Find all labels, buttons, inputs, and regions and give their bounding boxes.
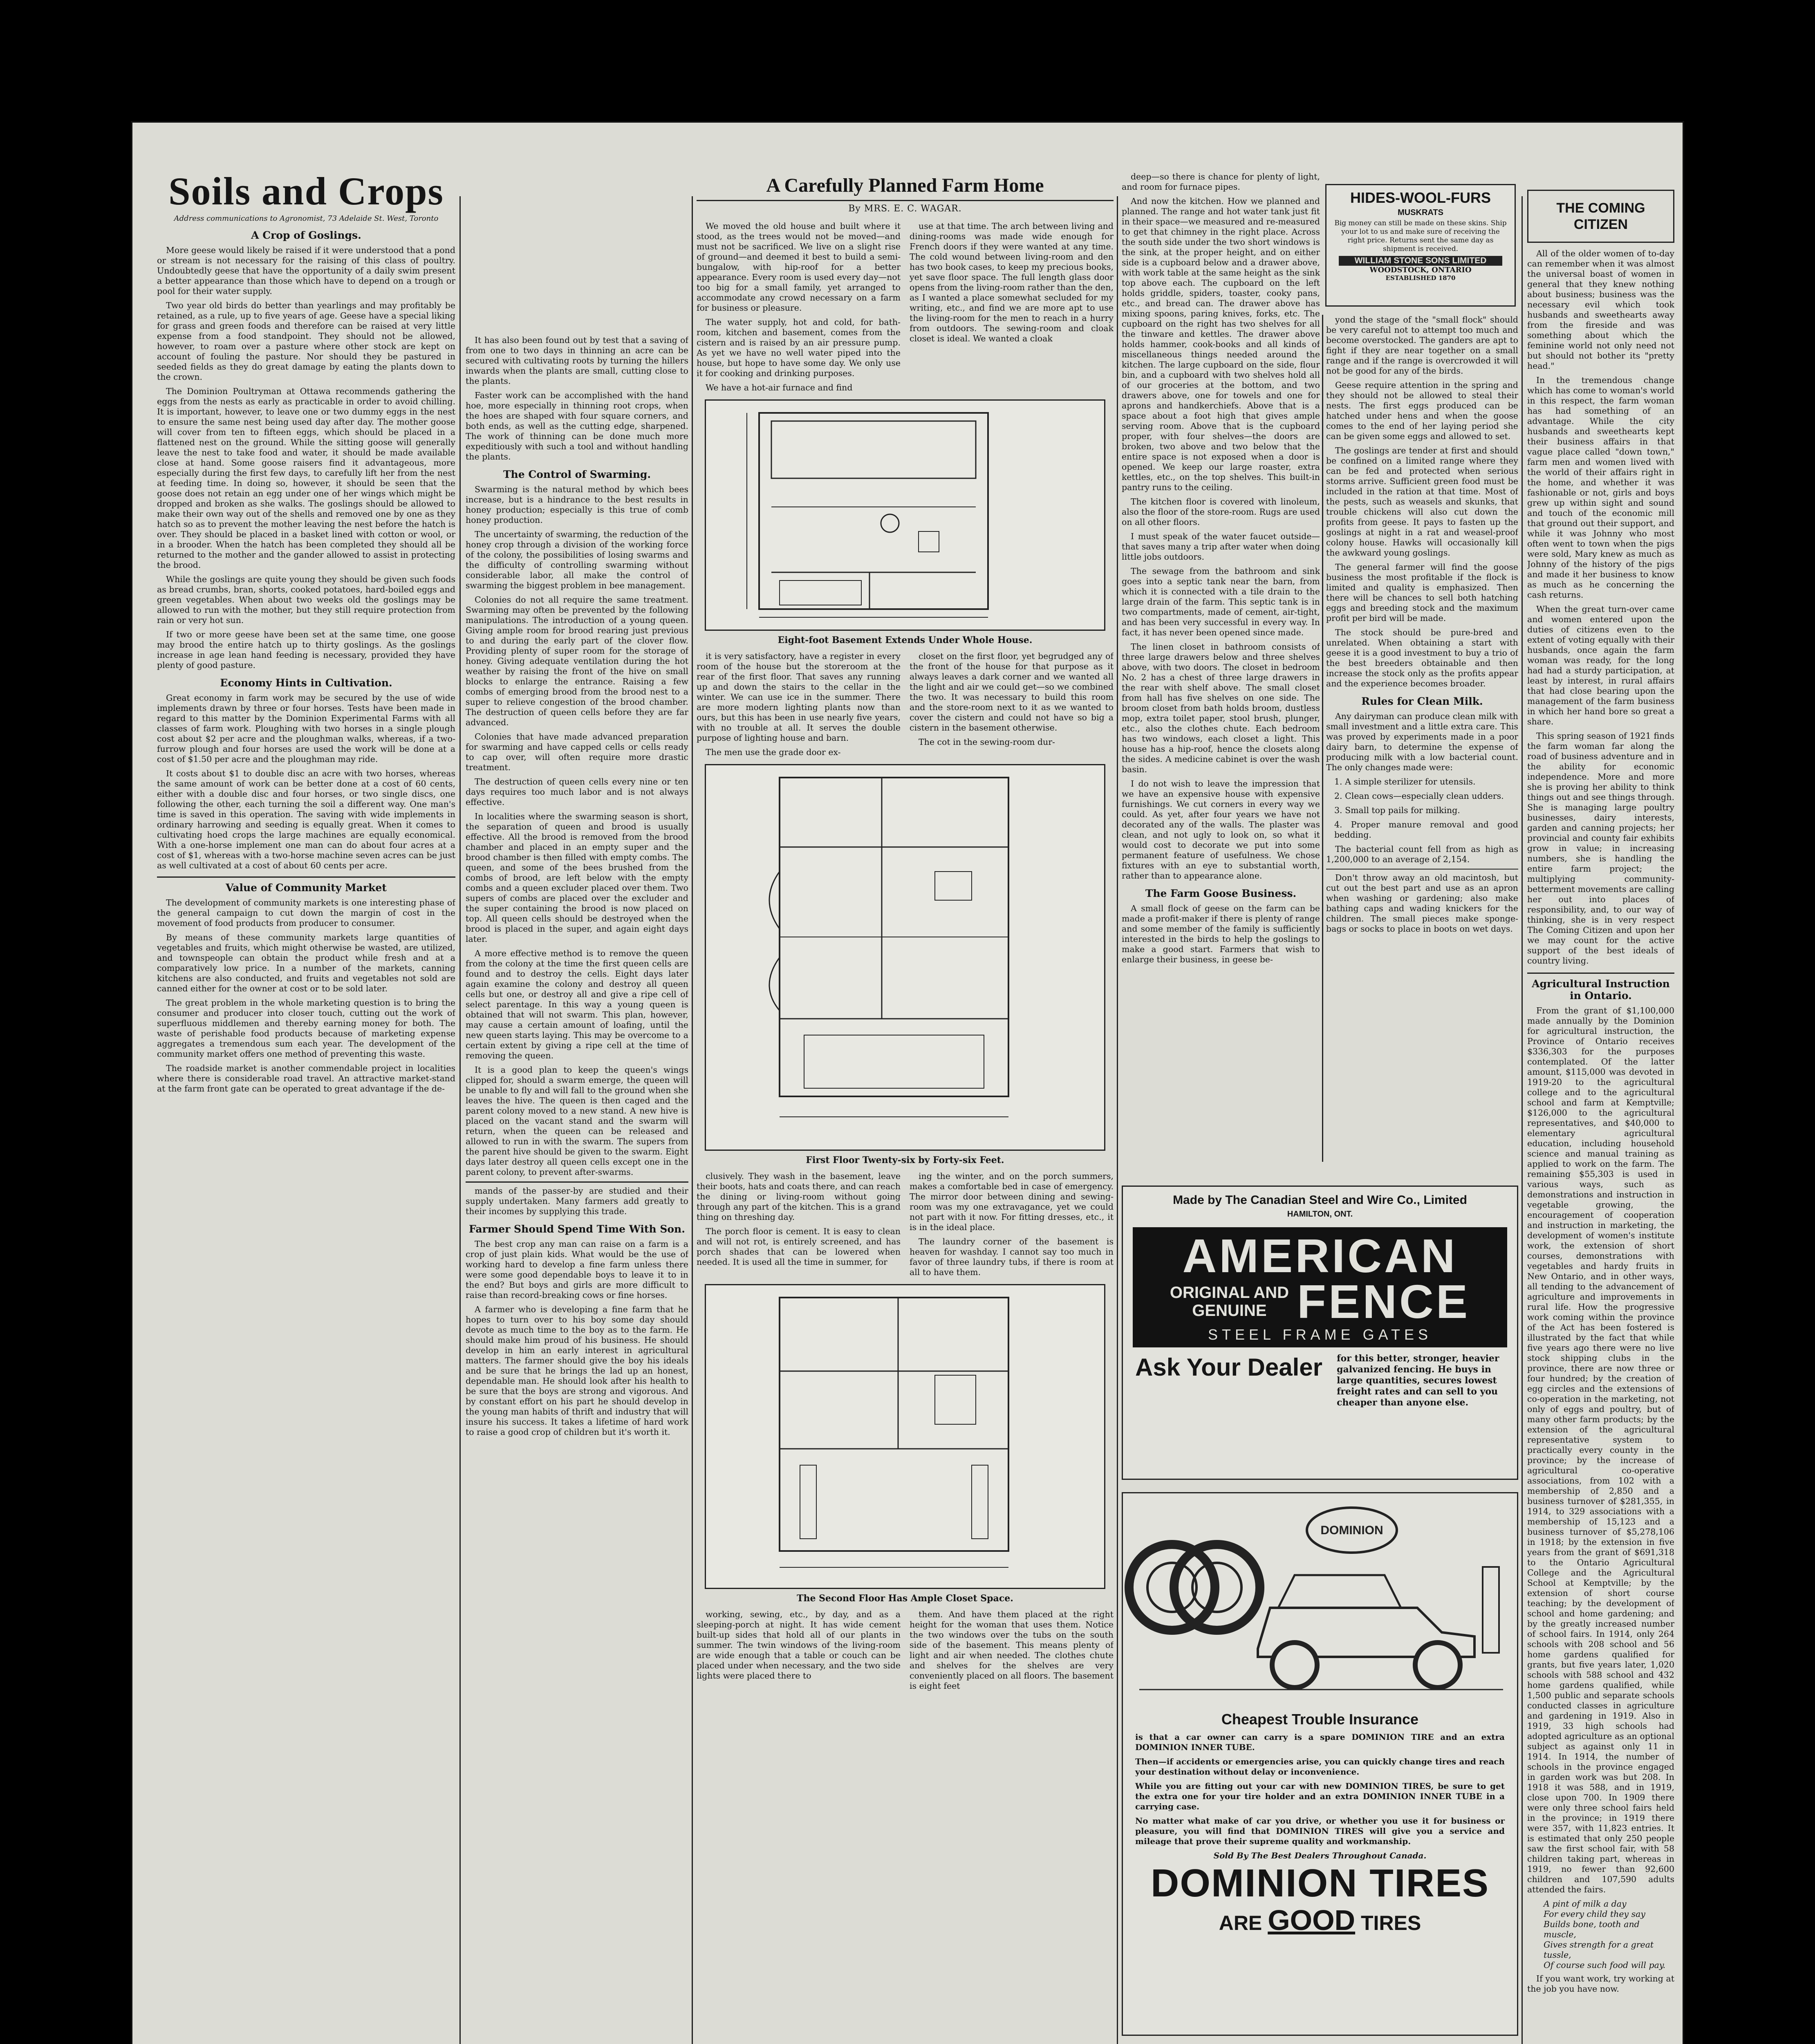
- economy-heading: Economy Hints in Cultivation.: [220, 677, 392, 689]
- coming-citizen-title: THE COMING CITIZEN: [1527, 190, 1674, 243]
- paragraph: We have a hot-air furnace and find: [706, 383, 853, 392]
- paragraph: And now the kitchen. How we planned and planned. The range and hot water tank just fit in their space—we measured and re-measured to get that chimney in the right place. Across the south side under the two short windows is the sink, at the proper height, and on either side is a cupboard below and a drawer above, with work table at the same height as the sink top above each. The cupboard on the left holds griddle, spiders, toaster, cooky pans, etc., and bread can. The drawer above has mixing spoons, paring knives, forks, etc. The cupboard on the right has two shelves for all the tinware and kettles. The drawer above holds hammer, cook-books and all kinds of miscellaneous things needed around the kitchen. The large cupboard on the side, flour bin, and a cupboard with two shelves hold all of our groceries at the bottom, and two drawers above, one for towels and one for aprons and handkerchiefs. Above that is a space about a foot high that gives ample serving room. Above that is the cupboard proper, with four shelves—the doors are broken, two above and two below that the entire space is not exposed when a door is opened. We keep our large roaster, extra kettles, etc., on the top shelves. This built-in pantry runs to the ceiling.: [1122, 196, 1320, 492]
- paragraph: I must speak of the water faucet outside—that saves many a trip after water when doing little jobs outdoors.: [1122, 531, 1320, 562]
- list-item: 3. Small top pails for milking.: [1334, 805, 1460, 815]
- fence-banner: [1133, 1227, 1507, 1347]
- second-floor-plan-drawing: [706, 1285, 1105, 1585]
- paragraph: Great economy in farm work may be secured by the use of wide implements drawn by three or four horses. Tests have been made in regard to this matter by the Dominion Experimental Farms with all classes of farm work. Ploughing with two horses in a single plough cost about $2 per acre and the ploughman walks, whereas, if a two-furrow plough and four horses are used the work will be done at a cost of $1.50 per acre and the ploughman may ride.: [157, 693, 455, 764]
- column-kitchen: [1122, 172, 1320, 1162]
- paragraph: The best crop any man can raise on a farm is a crop of just plain kids. What would be the use of working hard to develop a fine farm unless there were some good dependable boys to leave it to in the end? But boys and girls are more difficult to raise than record-breaking cows or fine horses.: [466, 1239, 688, 1300]
- column-geese-milk: [1326, 315, 1518, 1162]
- paragraph: The destruction of queen cells every nine or ten days requires too much labor and is not always effective.: [466, 777, 688, 807]
- list-item: 4. Proper manure removal and good bedding.: [1334, 820, 1518, 840]
- milk-poem: [1544, 1899, 1674, 1970]
- paragraph: All of the older women of to-day can remember when it was almost the universal boast of women in general that they knew nothing about business; business was the necessary evil which took husbands and sweethearts away from the fireside and was something about which the feminine world not only need not but should not bother its "pretty head.": [1527, 249, 1674, 371]
- paragraph: Colonies that have made advanced preparation for swarming and have capped cells or cells ready to cap over, will often require more drastic treatment.: [466, 732, 688, 772]
- tires-are: ARE: [1219, 1912, 1262, 1934]
- tires-text: is that a car owner can carry is a spare DOMINION TIRE and an extra DOMINION INNER TUBE.: [1135, 1732, 1505, 1752]
- paragraph: Don't throw away an old macintosh, but cut out the best part and use as an apron when washing or gardening; also make bathing caps and wading knickers for the children. The small pieces make sponge-bags or socks to place in boots on wet days.: [1326, 869, 1518, 934]
- goslings-heading: A Crop of Goslings.: [251, 229, 361, 241]
- tires-text: Then—if accidents or emergencies arise, you can quickly change tires and reach your destination without delay or inconvenience.: [1135, 1757, 1505, 1777]
- basement-plan: [705, 399, 1105, 631]
- masthead-title: Soils and Crops: [168, 172, 444, 213]
- paragraph: It is a good plan to keep the queen's wings clipped for, should a swarm emerge, the queen will be unable to fly and will fall to the ground when she leaves the hive. The queen is then caged and the parent colony moved to a new stand. A new hive is placed on the vacant stand and the swarm will return, when the queen can be released and allowed to run in with the swarm. The supers from the parent hive should be given to the swarm. Eight days later destroy all queen cells except one in the parent colony, to prevent after-swarms.: [466, 1065, 688, 1177]
- paragraph: them. And have them placed at the right height for the woman that uses them. Notice the two windows over the tubs on the south side of the basement. This means plenty of light and air when needed. The clothes chute and shelves for the shelves are very conveniently placed on all floors. The basement is eight feet: [910, 1609, 1114, 1691]
- tires-good: GOOD: [1268, 1904, 1356, 1936]
- community-market-section: [157, 876, 455, 1094]
- article-title: A Carefully Planned Farm Home: [697, 174, 1114, 201]
- paragraph: mands of the passer-by are studied and their supply undertaken. Many farmers add greatly to their incomes by supplying this trade.: [466, 1186, 688, 1216]
- paragraph: The kitchen floor is covered with linoleum, also the floor of the store-room. Rugs are used on all other floors.: [1122, 497, 1320, 527]
- second-floor-plan: [705, 1284, 1105, 1589]
- fence-maker: Made by The Canadian Steel and Wire Co., Limited: [1173, 1193, 1467, 1207]
- basement-plan-drawing: [706, 401, 1105, 627]
- tires-text: No matter what make of car you drive, or whether you use it for business or pleasure, you will find that DOMINION TIRES will give you a service and mileage that prove their supreme quality and workmanship.: [1135, 1816, 1505, 1846]
- byline: By MRS. E. C. WAGAR.: [848, 204, 962, 214]
- dominion-badge: DOMINION: [1320, 1524, 1383, 1537]
- soils-and-crops-masthead: [157, 172, 455, 223]
- ad-established: ESTABLISHED 1870: [1385, 274, 1456, 282]
- fence-american: AMERICAN: [1182, 1229, 1458, 1282]
- intro-text: [697, 221, 1114, 397]
- fence-gates: STEEL FRAME GATES: [1208, 1326, 1432, 1343]
- column-rule: [1117, 196, 1118, 2044]
- paragraph: Faster work can be accomplished with the hand hoe, more especially in thinning root crops, when the hoes are shaped with four square corners, and both ends, as well as the cutting edge, sharpened. The work of thinning can be done much more expeditiously with such a tool and without handling the plants.: [466, 390, 688, 462]
- fence-city: HAMILTON, ONT.: [1287, 1210, 1353, 1219]
- list-item: 2. Clean cows—especially clean udders.: [1334, 791, 1504, 801]
- first-floor-plan: [705, 764, 1105, 1151]
- paragraph: Two year old birds do better than yearlings and may profitably be retained, as a rule, up to five years of age. Geese have a special liking for grass and green foods and therefore can be raised at very little expense from a food standpoint. They should not be allowed, however, to roam over a pasture where other stock are kept on account of fouling the pasture. Nor should they be pastured in seeded fields as they do great damage by eating the plants down to the crown.: [157, 300, 455, 382]
- paragraph: The men use the grade door ex-: [706, 747, 841, 757]
- basement-caption: Eight-foot Basement Extends Under Whole House.: [778, 635, 1033, 645]
- first-floor-caption: First Floor Twenty-six by Forty-six Feet.: [806, 1155, 1004, 1165]
- poem-line: Builds bone, tooth and muscle,: [1544, 1919, 1640, 1939]
- son-section: [466, 1181, 688, 1437]
- column-rule: [692, 196, 693, 2044]
- paragraph: The goslings are tender at first and should be confined on a limited range where they can be fed and protected when serious storms arrive. Sufficient green food must be included in the ration at that time. Most of the pests, such as weasels and skunks, that trouble chickens will also cut down the profits from geese. It pays to fasten up the goslings at night in a rat and weasel-proof colony house. Hawks will occasionally kill the awkward young goslings.: [1326, 446, 1518, 558]
- basement-text: [697, 651, 1114, 762]
- paragraph: When the great turn-over came and women entered upon the duties of citizens even to the extent of voting equally with their husbands, once again the farm woman was ready, for the long had had a sturdy participation, at least by interest, in rural affairs that had close bearing upon the management of the farm business in which her hand bore so great a share.: [1527, 604, 1674, 726]
- tires-tires: TIRES: [1361, 1912, 1421, 1934]
- paragraph: If you want work, try working at the job you have now.: [1527, 1974, 1674, 1994]
- paragraph: From the grant of $1,100,000 made annually by the Dominion for agricultural instruction, the Province of Ontario receives $336,303 for the purposes contemplated. Of the latter amount, $115,000 was devoted in 1919-20 to the agricultural college and to the agricultural school and farm at Kemptville; $126,000 to the agricultural representatives, and $40,000 to elementary agricultural education, including household science and manual training as applied to work on the farm. The remaining $55,303 is used in various ways, such as demonstrations and instruction in vegetable growing, the encouragement of cooperation and instruction in marketing, the development of women's institute work, the extension of short courses, demonstrations with vegetables and hardy fruits in New Ontario, and in other ways, all tending to the advancement of agriculture and improvements in rural life. How the progressive work coming within the province of the Act has been fostered is illustrated by the fact that while five years ago there were no live stock shipping clubs in the province, there are now three or four hundred; by the creation of egg circles and the extensions of co-operation in the marketing, not only of eggs and poultry, but of many other farm products; by the extension of the agricultural representative system to practically every county in the province; by the increase of agricultural co-operative associations, from 102 with a membership of 2,850 and a business turnover of $281,355, in 1914, to 329 associations with a membership of 15,123 and a business turnover of $5,278,106 in 1918; by the extension in five years from the grant of $691,318 to the Ontario Agricultural College and the Agricultural School at Kemptville; by the extension of short course teaching; by the development of school and home gardening; and by the greatly increased number of school fairs. In 1914, only 264 schools with 208 school and 56 home gardens qualified for grants, but five years later, 1,020 schools with 588 school and 432 home gardens qualified, while 1,500 public and separate schools conducted classes in agriculture and gardening in 1919. Also in 1919, 33 high schools had adopted agriculture as an optional subject as against only 11 in 1914. In 1914, the number of schools in the province engaged in garden work was but 208. In 1918 it was 588, and in 1919, close upon 700. In 1909 there were only three school fairs held in the province; in 1919 there were 357, with 11,823 entries. It is estimated that only 250 people saw the first school fair, with 58 children taking part, whereas in 1919, no fewer than 92,600 children and 107,590 adults attended the fairs.: [1527, 1006, 1674, 1894]
- fence-fence: FENCE: [1297, 1275, 1470, 1328]
- second-floor-caption: The Second Floor Has Ample Closet Space.: [797, 1593, 1013, 1604]
- paragraph: The linen closet in bathroom consists of three large drawers below and three shelves above, with two doors. The closet in bedroom No. 2 has a chest of three large drawers in the rear with shelf above. The small closet from hall has five shelves on one side. The broom closet from bath holds broom, dustless mop, extra toilet paper, stool brush, plunger, etc., also the clothes chute. Each bedroom has two windows, each closet a light. This house has a hip-roof, hence the closets along the sides. A medicine cabinet is over the wash basin.: [1122, 642, 1320, 774]
- paragraph: In localities where the swarming season is short, the separation of queen and brood is usually effective. All the brood is removed from the brood chamber and placed in an empty super and the brood chamber is then filled with empty combs. The queen, and some of the bees brushed from the combs of brood, are left below with the empty combs and a queen excluder placed over them. Two supers of combs are placed over the excluder and the super containing the brood is now placed on top. All queen cells should be destroyed when the brood is placed in the super, and again eight days later.: [466, 811, 688, 944]
- ag-instruction-heading: Agricultural Instruction in Ontario.: [1527, 973, 1674, 1002]
- paragraph: I do not wish to leave the impression that we have an expensive house with expensive furnishings. We cut corners in every way we could. As yet, after four years we have not decorated any of the walls. The plaster was clean, and not ugly to look on, so what it would cost to decorate we put into some permanent feature of usefulness. We chose fixtures with an eye to substantial worth, rather than to appearance alone.: [1122, 779, 1320, 881]
- paragraph: closet on the first floor, yet begrudged any of the front of the house for that purpose as it always leaves a dark corner and we wanted all the light and air we could get—so we combined the two. It was necessary to build this room and the store-room next to it as we wanted to cover the cistern and could not have so big a cistern in the basement otherwise.: [910, 651, 1114, 733]
- paragraph: In the tremendous change which has come to woman's world in this respect, the farm woman has had something of an advantage. While the city husbands and sweethearts kept their business affairs in that vague place called "down town," farm men and women lived with the world of their affairs right in the home, and whether it was fashionable or not, girls and boys grew up within sight and sound and touch of the economic mill that ground out their support, and while it was Johnny who most often went to town when the pigs were sold, Mary knew as much as Johnny of the history of the pigs and made it her business to know as much as he concerning the cash returns.: [1527, 375, 1674, 600]
- ad-company: WILLIAM STONE SONS LIMITED: [1339, 256, 1502, 266]
- paragraph: yond the stage of the "small flock" should be very careful not to attempt too much and become overstocked. The ganders are apt to fight if they are near together on a small range and if the range is overcrowded it will not be good for any of the birds.: [1326, 315, 1518, 376]
- paragraph: It has also been found out by test that a saving of from one to two days in thinning an acre can be secured with cultivating roots by turning the hillers inwards when the plants are small, cutting close to the plants.: [466, 335, 688, 386]
- hides-wool-furs-ad: [1325, 184, 1516, 307]
- paragraph: The development of community markets is one interesting phase of the general campaign to cut down the margin of cost in the movement of food products from producer to consumer.: [157, 898, 455, 928]
- paragraph: The roadside market is another commendable project in localities where there is considerable road travel. An attractive market-stand at the farm front gate can be operated to great advantage if the de-: [157, 1063, 455, 1094]
- american-fence-ad: [1122, 1186, 1518, 1480]
- column-soils-and-crops: [157, 172, 455, 2044]
- column-bees-and-son: [466, 335, 688, 2044]
- poem-line: For every child they say: [1544, 1909, 1645, 1919]
- paragraph: The stock should be pure-bred and unrelated. When obtaining a start with geese it is a good investment to buy a trio of the best breeders obtainable and then increase the stock only as the profits appear and the experience becomes broader.: [1326, 628, 1518, 688]
- column-coming-citizen: [1527, 184, 1674, 2044]
- column-farm-home: [697, 172, 1114, 2044]
- paragraph: While the goslings are quite young they should be given such foods as bread crumbs, bran, shorts, cooked potatoes, hard-boiled eggs and green vegetables. When about two weeks old the goslings may be allowed to run with the mother, but they still require protection from rain or very hot sun.: [157, 574, 455, 625]
- ad-city: WOODSTOCK, ONTARIO: [1369, 266, 1472, 274]
- paragraph: The sewage from the bathroom and sink goes into a septic tank near the barn, from which it is connected with a tile drain to the large drain of the farm. This septic tank is in two compartments, made of cement, air-tight, and has been very successful in every way. In fact, it has never been opened since made.: [1122, 566, 1320, 637]
- paragraph: working, sewing, etc., by day, and as a sleeping-porch at night. It has wide cement built-up sides that hold all of our plants in summer. The twin windows of the living-room are wide enough that a table or couch can be placed under when necessary, and the two side lights were placed there to: [697, 1609, 901, 1681]
- column-rule: [1521, 196, 1523, 2044]
- paragraph: By means of these community markets large quantities of vegetables and fruits, which might otherwise be wasted, are utilized, and townspeople can obtain the product while fresh and at a comparatively low price. In a number of the markets, canning kitchens are also conducted, and fruits and vegetables not sold are canned either for the owner at cost or to be sold later.: [157, 932, 455, 993]
- second-floor-text: [697, 1609, 1114, 1695]
- car-illustration: [1123, 1493, 1517, 1706]
- paragraph: Swarming is the natural method by which bees increase, but is a hindrance to the best results in honey production; especially is this true of comb honey production.: [466, 484, 688, 525]
- poem-line: Of course such food will pay.: [1544, 1960, 1666, 1970]
- paragraph: The uncertainty of swarming, the reduction of the honey crop through a division of the working force of the colony, the possibilities of losing swarms and the difficulty of controlling swarming without considerable labor, all make the control of swarming the biggest problem in bee management.: [466, 529, 688, 590]
- paragraph: deep—so there is chance for plenty of light, and room for furnace pipes.: [1122, 172, 1320, 192]
- tires-are-good: [1123, 1904, 1517, 1936]
- paragraph: If two or more geese have been set at the same time, one goose may brood the entire hatch up to thirty goslings. As the goslings increase in age lean hand feeding is necessary, provided they have plenty of good pasture.: [157, 630, 455, 670]
- tires-text: While you are fitting out your car with new DOMINION TIRES, be sure to get the extra one for your tire holder and an extra DOMINION INNER TUBE in a carrying case.: [1135, 1781, 1505, 1811]
- paragraph: ing the winter, and on the porch summers, makes a comfortable bed in case of emergency. The mirror door between dining and sewing-room was my one extravagance, yet we could not part with it now. For fitting dresses, etc., it is in the ideal place.: [910, 1171, 1114, 1232]
- paragraph: Colonies do not all require the same treatment. Swarming may often be prevented by the following manipulations. The introduction of a young queen. Giving ample room for brood rearing just previous to and during the early part of the clover flow. Providing plenty of super room for the storage of honey. Giving adequate ventilation during the hot weather by raising the front of the hive on small blocks to enlarge the entrance. Raising a few combs of emerging brood from the brood nest to a super to relieve congestion of the brood chamber. The destruction of queen cells before they are far advanced.: [466, 595, 688, 727]
- paragraph: More geese would likely be raised if it were understood that a pond or stream is not necessary for the raising of this class of poultry. Undoubtedly geese that have the opportunity of a daily swim present a better appearance than those which have to depend on a trough or pool for their water supply.: [157, 245, 455, 296]
- paragraph: The cot in the sewing-room dur-: [919, 737, 1055, 747]
- column-rule: [1322, 315, 1323, 1162]
- paragraph: A farmer who is developing a fine farm that he hopes to turn over to his boy some day should devote as much time to the boy as to the farm. He should make him proud of his business. He should develop in him an early interest in agricultural matters. The farmer should give the boy his ideals and be sure that he brings the lad up an honest, dependable man. He should look after his health to be sure that the boys are strong and vigorous. And by constant effort on his part he should develop in the young man habits of thrift and industry that will insure his success. It takes a lifetime of hard work to raise a good crop of children but it's worth it.: [466, 1304, 688, 1437]
- paragraph: The bacterial count fell from as high as 1,200,000 to an average of 2,154.: [1326, 844, 1518, 864]
- poem-line: A pint of milk a day: [1544, 1899, 1627, 1909]
- paragraph: The great problem in the whole marketing question is to bring the consumer and producer into closer touch, cutting out the work of superfluous middlemen and thereby earning money for both. The waste of perishable food products because of marketing expense aggregates a tremendous sum each year. The development of the community market offers one method of preventing this waste.: [157, 998, 455, 1059]
- paragraph: The general farmer will find the goose business the most profitable if the flock is limited and quality is emphasized. Then there will be chances to sell both hatching eggs and breeding stock and the maximum profit per bird will be made.: [1326, 562, 1518, 623]
- paragraph: This spring season of 1921 finds the farm woman far along the road of business adventure and in the ability for economic independence. More and more she is proving her ability to think things out and see things through. She is managing large poultry businesses, dairy interests, garden and canning projects; her provincial and county fair exhibits grow in value; in increasing numbers, she is handling the entire farm project; the multiplying community-betterment movements are calling her out into places of responsibility, and, to our way of thinking, she is in very respect The Coming Citizen and upon her we may count for the active support of the best ideals of country living.: [1527, 731, 1674, 966]
- clean-milk-heading: Rules for Clean Milk.: [1361, 695, 1483, 707]
- paragraph: The porch floor is cement. It is easy to clean and will not rot, is entirely screened, and has porch shades that can be lowered when needed. It is used all the time in summer, for: [697, 1226, 901, 1267]
- fence-original: ORIGINAL AND: [1170, 1284, 1289, 1302]
- tires-headline: Cheapest Trouble Insurance: [1221, 1711, 1419, 1728]
- first-floor-plan-drawing: [706, 765, 1105, 1147]
- paragraph: Any dairyman can produce clean milk with small investment and a little extra care. This was proved by experiments made in a poor dairy barn, to determine the expense of producing milk with a low bacterial count. The only changes made were:: [1326, 711, 1518, 772]
- goose-business-heading: The Farm Goose Business.: [1145, 888, 1297, 899]
- paragraph: use at that time. The arch between living and dining-rooms was made wide enough for French doors if they were wanted at any time. The cold wound between living-room and den has two book cases, to keep my precious books, yet save floor space. The full length glass door opens from the living-room rather than the den, as I wanted a place somewhat secluded for my writing, etc., and find we are more apt to use the living-room for the men to reach in a hurry from outdoors. The sewing-room and cloak closet is ideal. We wanted a cloak: [910, 221, 1114, 343]
- masthead-address: Address communications to Agronomist, 73 Adelaide St. West, Toronto: [174, 214, 439, 223]
- newspaper-page: [131, 121, 1684, 2044]
- swarming-heading: The Control of Swarming.: [503, 468, 651, 480]
- paragraph: The Dominion Poultryman at Ottawa recommends gathering the eggs from the nests as early as practicable in order to avoid chilling. It is important, however, to leave one or two dummy eggs in the nest to ensure the same nest being used day after day. The mother goose will cover from ten to fifteen eggs, which should be placed in a flattened nest on the ground. While the sitting goose will generally leave the nest to take food and water, it should be made available close at hand. Some goose raisers find it advantageous, more especially during the first few days, to carefully lift her from the nest at feeding time. In doing so, however, it should be seen that the goose does not retain an egg under one of her wings which might be dropped and broken as she walks. The goslings should be allowed to make their own way out of the shells and removed one by one as they hatch so as to prevent the mother leaving the nest before the hatch is over. They should be placed in a basket lined with cotton or wool, or in a brooder. When the hatch has been completed they should all be returned to the mother and the gander allowed to assist in protecting the brood.: [157, 386, 455, 570]
- paragraph: The laundry corner of the basement is heaven for washday. I cannot say too much in favor of three laundry tubs, if there is room at all to have them.: [910, 1237, 1114, 1277]
- son-heading: Farmer Should Spend Time With Son.: [469, 1223, 685, 1235]
- paragraph: it is very satisfactory, have a register in every room of the house but the storeroom at the rear of the first floor. That saves any running up and down the stairs to the cellar in the winter. We can use ice in the summer. There are more modern lighting plants now than ours, but this has been in use nearly five years, with no trouble at all. It serves the double purpose of lighting house and barn.: [697, 651, 901, 743]
- paragraph: It costs about $1 to double disc an acre with two horses, whereas the same amount of work can be better done at a cost of 60 cents, either with a double disc and four horses, or two single discs, one following the other, each turning the soil a different way. One man's time is saved in this operation. The saving with wide implements in ordinary harrowing and seeding is equally great. When it comes to cultivating hoed crops the large machines are equally economical. With a one-horse implement one man can do about four acres at a cost of $1, whereas with a two-horse machine seven acres can be just as well cultivated at a cost of about 60 cents per acre.: [157, 769, 455, 870]
- column-rule: [459, 196, 461, 2044]
- list-item: 1. A simple sterilizer for utensils.: [1334, 777, 1476, 787]
- tires-sold-by: Sold By The Best Dealers Throughout Canada.: [1213, 1851, 1427, 1860]
- market-heading: Value of Community Market: [226, 882, 387, 894]
- paragraph: A more effective method is to remove the queen from the colony at the time the first queen cells are found and to destroy the cells. Eight days later again examine the colony and destroy all queen cells but one, or destroy all and give a ripe cell of select parentage. In this way a young queen is obtained that will not swarm. This plan, however, may cause a certain amount of loafing, until the new queen starts laying. This may be overcome to a certain extent by giving a ripe cell at the time of removing the queen.: [466, 948, 688, 1060]
- fence-ask-dealer: Ask Your Dealer: [1135, 1354, 1322, 1381]
- fence-ask-text: for this better, stronger, heavier galvanized fencing. He buys in large quantities, secures lowest freight rates and can sell to you cheaper than anyone else.: [1337, 1353, 1499, 1408]
- tires-brand: DOMINION TIRES: [1150, 1861, 1489, 1905]
- dominion-tires-ad: [1122, 1492, 1518, 2036]
- paragraph: clusively. They wash in the basement, leave their boots, hats and coats there, and can reach the dining or living-room without going through any part of the kitchen. This is a grand thing on threshing day.: [697, 1171, 901, 1222]
- ad-body: Big money can still be made on these skins. Ship your lot to us and make sure of receiving the right price. Returns sent the same day as shipment is received.: [1334, 219, 1507, 253]
- paragraph: The water supply, hot and cold, for bath-room, kitchen and basement, comes from the cistern and is raised by an air pressure pump. As yet we have no well water piped into the house, but hope to have some day. We only use it for cooking and drinking purposes.: [697, 317, 901, 378]
- first-floor-text: [697, 1171, 1114, 1282]
- paragraph: We moved the old house and built where it stood, as the trees would not be moved—and must not be sacrificed. We live on a slight rise of ground—and deemed it best to build a semi-bungalow, with hip-roof for a better appearance. Every room is used every day—not too big for a small family, yet arranged to accommodate any crowd necessary on a farm for business or pleasure.: [697, 221, 901, 313]
- fence-genuine: GENUINE: [1192, 1302, 1267, 1320]
- paragraph: A small flock of geese on the farm can be made a profit-maker if there is plenty of range and some member of the family is sufficiently interested in the birds to help the goslings to make a good start. Farmers that wish to enlarge their business, in geese be-: [1122, 903, 1320, 964]
- ad-title: HIDES-WOOL-FURS: [1350, 189, 1491, 206]
- paragraph: Geese require attention in the spring and they should not be allowed to steal their nests. The first eggs produced can be hatched under hens and when the goose comes to the end of her laying period she can be given some eggs and allowed to set.: [1326, 380, 1518, 441]
- poem-line: Gives strength for a great tussle,: [1544, 1940, 1654, 1960]
- ad-subtitle: MUSKRATS: [1398, 208, 1443, 217]
